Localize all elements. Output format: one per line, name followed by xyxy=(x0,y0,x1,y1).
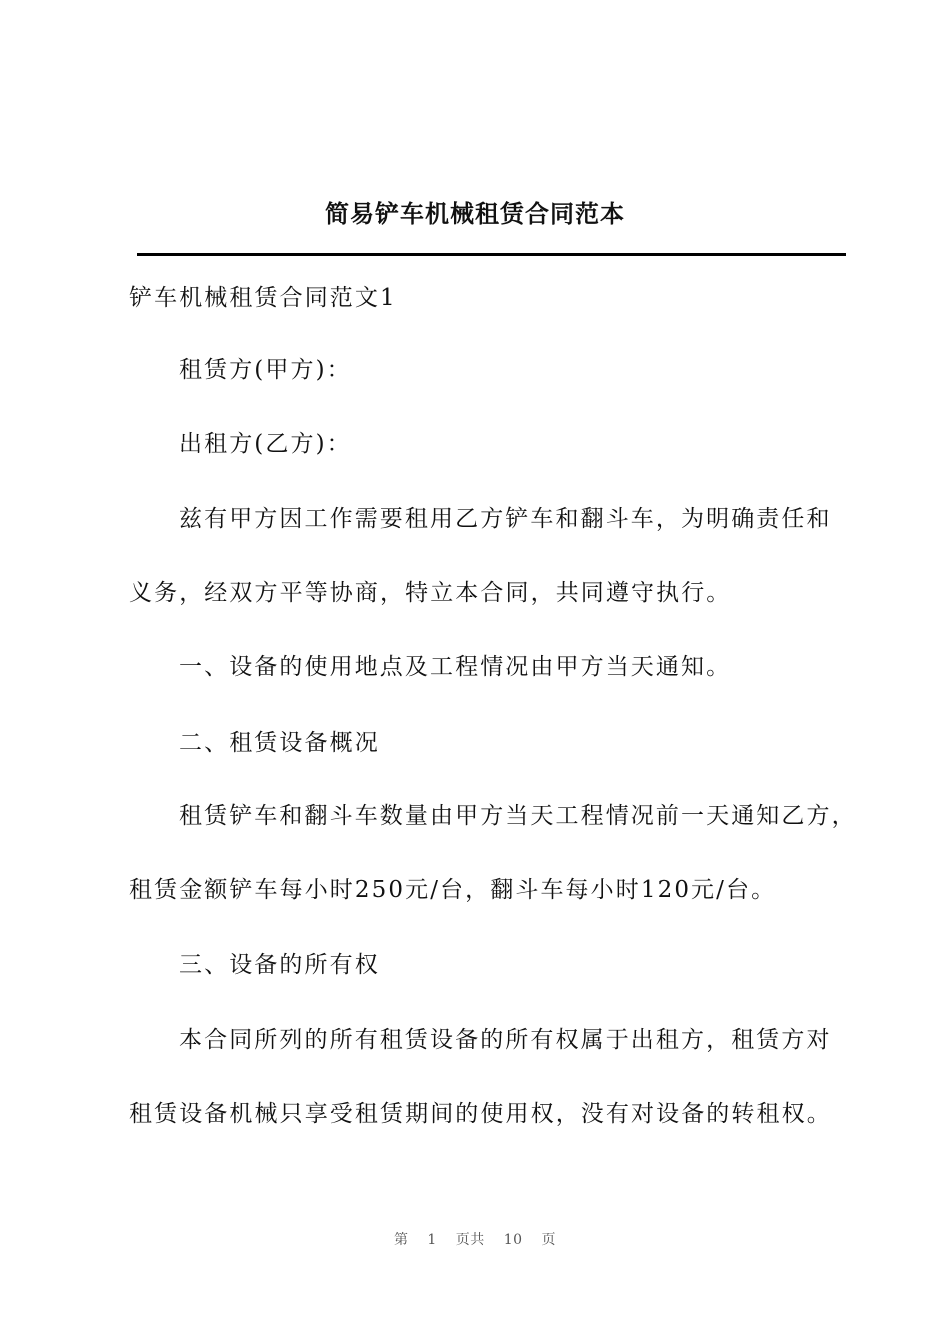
lessee-line: 租赁方(甲方)： xyxy=(179,357,352,383)
clause-3-line-2: 租赁设备机械只享受租赁期间的使用权，没有对设备的转租权。 xyxy=(129,1101,832,1127)
clause-3-heading: 三、设备的所有权 xyxy=(179,952,380,978)
page-number-footer: 第 1 页共 10 页 xyxy=(393,1232,557,1248)
clause-1: 一、设备的使用地点及工程情况由甲方当天通知。 xyxy=(179,654,732,680)
preamble-line-2: 义务，经双方平等协商，特立本合同，共同遵守执行。 xyxy=(129,580,732,606)
lessor-line: 出租方(乙方)： xyxy=(179,431,352,457)
clause-3-line-1: 本合同所列的所有租赁设备的所有权属于出租方，租赁方对 xyxy=(179,1027,832,1053)
clause-2-line-1: 租赁铲车和翻斗车数量由甲方当天工程情况前一天通知乙方， xyxy=(179,803,857,829)
contract-heading: 铲车机械租赁合同范文1 xyxy=(129,285,397,311)
title-divider xyxy=(137,253,846,256)
clause-2-line-2: 租赁金额铲车每小时250元/台，翻斗车每小时120元/台。 xyxy=(129,877,777,903)
document-title: 简易铲车机械租赁合同范本 xyxy=(325,200,625,228)
preamble-line-1: 兹有甲方因工作需要租用乙方铲车和翻斗车，为明确责任和 xyxy=(179,506,832,532)
clause-2-heading: 二、租赁设备概况 xyxy=(179,730,380,756)
